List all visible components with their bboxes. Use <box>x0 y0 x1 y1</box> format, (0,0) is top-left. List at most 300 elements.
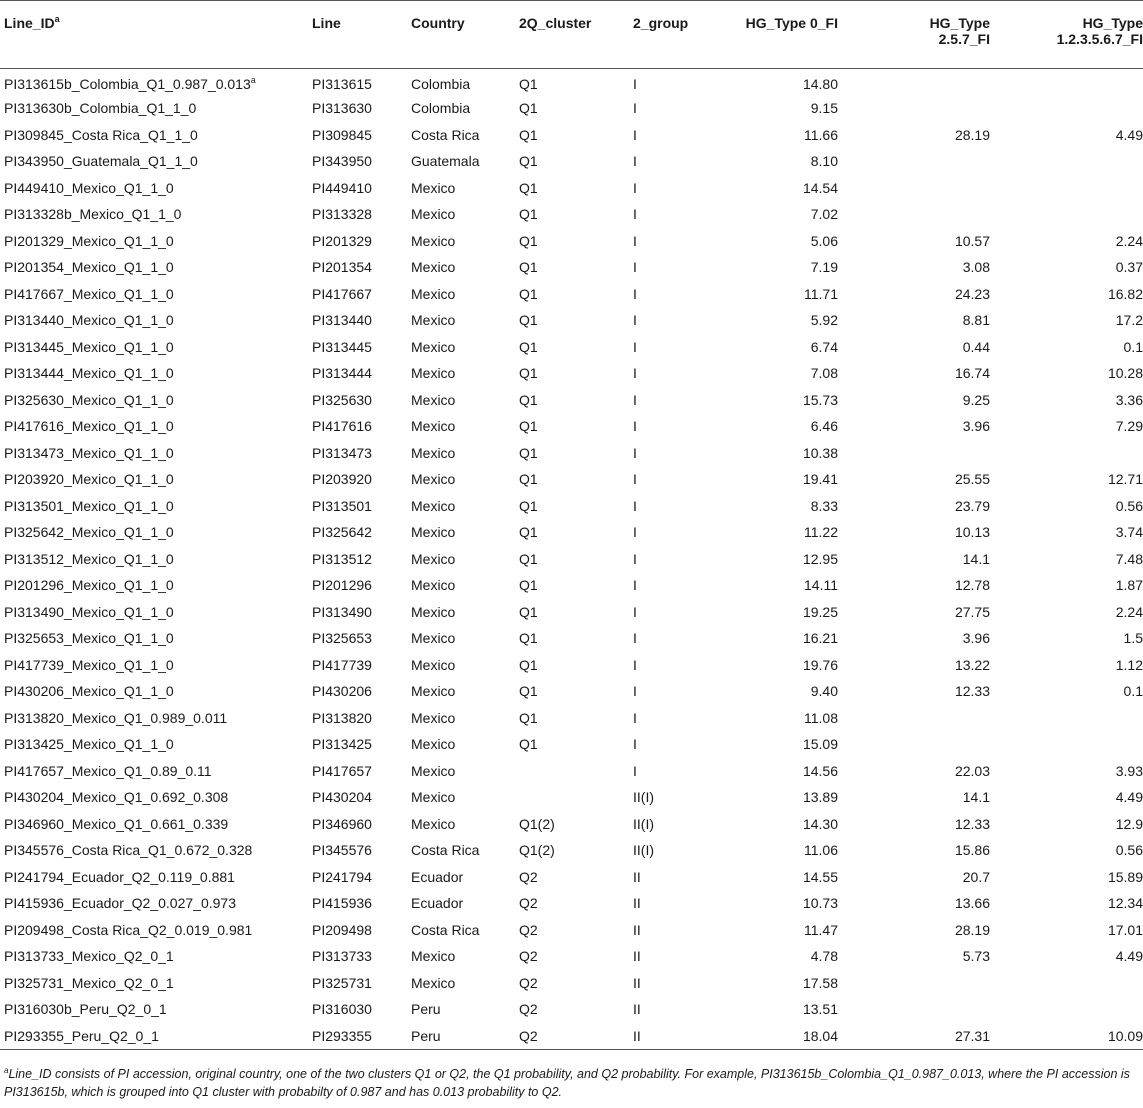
cell-country: Mexico <box>411 789 456 806</box>
cell-line-id: PI241794_Ecuador_Q2_0.119_0.881 <box>4 868 235 885</box>
cell-line-id: PI313444_Mexico_Q1_1_0 <box>4 365 174 382</box>
cell-line-id: PI313733_Mexico_Q2_0_1 <box>4 948 174 965</box>
cell-hg-type-257: 8.81 <box>962 312 990 329</box>
cell-hg-type-0: 7.02 <box>810 206 838 223</box>
cell-hg-type-0: 6.46 <box>810 418 838 435</box>
cell-hg-type-0: 11.22 <box>804 524 838 541</box>
cell-country: Mexico <box>411 285 456 302</box>
cell-group: II <box>633 921 641 938</box>
cell-hg-type-257: 14.1 <box>962 789 990 806</box>
table-row <box>0 95 1143 122</box>
cell-hg-type-257: 14.1 <box>962 550 990 567</box>
cell-hg-type-257: 23.79 <box>954 497 990 514</box>
cell-line-id: PI313440_Mexico_Q1_1_0 <box>4 312 174 329</box>
cell-line: PI309845 <box>312 126 372 143</box>
cell-hg-type-257: 3.96 <box>962 630 990 647</box>
table-row <box>0 678 1143 705</box>
cell-cluster: Q1 <box>519 100 538 117</box>
cell-hg-type-1235-67: 15.89 <box>1107 868 1143 885</box>
cell-hg-type-257 <box>838 996 990 1023</box>
cell-hg-type-1235-67 <box>990 148 1143 175</box>
cell-hg-type-1235-67: 2.24 <box>1115 603 1143 620</box>
cell-line: PI313512 <box>312 550 372 567</box>
table-row <box>0 943 1143 970</box>
cell-hg-type-257 <box>838 201 990 228</box>
cell-hg-type-0: 10.73 <box>802 895 838 912</box>
cell-country: Costa Rica <box>411 921 480 938</box>
cell-hg-type-0: 10.38 <box>802 444 838 461</box>
cell-group: I <box>633 76 637 92</box>
cell-hg-type-0: 18.04 <box>723 1023 838 1050</box>
cell-line-id: PI449410_Mexico_Q1_1_0 <box>4 179 174 196</box>
table-row <box>0 466 1143 493</box>
cell-group: I <box>633 550 637 567</box>
cell-hg-type-257 <box>838 731 990 758</box>
header-line-id: $Line\_ID^a$ <box>0 1 312 69</box>
cell-line: PI293355 <box>312 1023 411 1050</box>
table-row <box>0 228 1143 255</box>
cell-hg-type-0: 11.66 <box>804 126 838 143</box>
cell-hg-type-257 <box>838 95 990 122</box>
cell-line: PI313444 <box>312 365 372 382</box>
cell-country: Mexico <box>411 603 456 620</box>
cell-hg-type-1235-67 <box>990 970 1143 997</box>
cell-group: II(I) <box>633 842 654 859</box>
cell-line: PI325731 <box>312 974 372 991</box>
cell-hg-type-257: 25.55 <box>954 471 990 488</box>
cell-group: I <box>633 471 637 488</box>
cell-cluster: Q1 <box>519 736 538 753</box>
cell-country: Ecuador <box>411 895 464 912</box>
cell-line: PI313733 <box>312 948 372 965</box>
cell-group: I <box>633 126 637 143</box>
cell-group: I <box>633 100 637 117</box>
cell-group: I <box>633 577 637 594</box>
cell-line-id: PI325642_Mexico_Q1_1_0 <box>4 524 174 541</box>
cell-cluster: Q2 <box>519 974 538 991</box>
cell-hg-type-1235-67 <box>990 996 1143 1023</box>
table-row <box>0 148 1143 175</box>
table-row <box>0 413 1143 440</box>
cell-hg-type-257: 3.96 <box>962 418 990 435</box>
cell-group: I <box>633 312 637 329</box>
cell-hg-type-1235-67: 4.49 <box>1115 789 1143 806</box>
cell-cluster: Q1 <box>519 365 538 382</box>
cell-line: PI313501 <box>312 497 372 514</box>
cell-country: Peru <box>411 1001 441 1018</box>
cell-cluster: Q1(2) <box>519 815 555 832</box>
cell-country: Mexico <box>411 312 456 329</box>
cell-group: I <box>633 285 637 302</box>
cell-hg-type-0: 5.92 <box>810 312 838 329</box>
cell-cluster: Q1 <box>519 153 538 170</box>
cell-cluster: Q1 <box>519 418 538 435</box>
cell-line: PI316030 <box>312 1001 372 1018</box>
cell-group: I <box>633 497 637 514</box>
cell-hg-type-1235-67: 16.82 <box>1107 285 1143 302</box>
cell-line-id: PI313512_Mexico_Q1_1_0 <box>4 550 174 567</box>
cell-line-id: PI309845_Costa Rica_Q1_1_0 <box>4 126 198 143</box>
table-row <box>0 360 1143 387</box>
cell-line: PI313445 <box>312 338 372 355</box>
cell-cluster: Q1 <box>519 497 538 514</box>
cell-cluster: Q1 <box>519 444 538 461</box>
cell-group: I <box>633 391 637 408</box>
cell-group: I <box>633 630 637 647</box>
cell-hg-type-1235-67: 7.29 <box>1115 418 1143 435</box>
cell-line: PI209498 <box>312 921 372 938</box>
cell-hg-type-1235-67: 1.12 <box>1115 656 1143 673</box>
table-row <box>0 599 1143 626</box>
cell-country: Mexico <box>411 338 456 355</box>
cell-line: PI449410 <box>312 179 372 196</box>
cell-line-id: PI201354_Mexico_Q1_1_0 <box>4 259 174 276</box>
cell-country: Peru <box>411 1023 519 1050</box>
cell-hg-type-257: 13.22 <box>954 656 990 673</box>
cell-line: PI417667 <box>312 285 372 302</box>
table-row <box>0 625 1143 652</box>
cell-group: I <box>633 338 637 355</box>
cell-group: I <box>633 206 637 223</box>
cell-country: Mexico <box>411 497 456 514</box>
cell-hg-type-0: 12.95 <box>802 550 838 567</box>
cell-cluster: Q2 <box>519 868 538 885</box>
cell-hg-type-257 <box>838 148 990 175</box>
cell-group: I <box>633 736 637 753</box>
cell-cluster: Q1 <box>519 126 538 143</box>
cell-line-id: PI313328b_Mexico_Q1_1_0 <box>4 206 182 223</box>
cell-hg-type-0: 14.54 <box>802 179 838 196</box>
cell-hg-type-257: 22.03 <box>954 762 990 779</box>
cell-hg-type-1235-67: 2.24 <box>1115 232 1143 249</box>
cell-line-id: PI293355_Peru_Q2_0_1 <box>0 1023 312 1050</box>
cell-line-id: PI313473_Mexico_Q1_1_0 <box>4 444 174 461</box>
cell-group: II <box>633 895 641 912</box>
cell-country: Mexico <box>411 762 456 779</box>
cell-group: II <box>633 868 641 885</box>
cell-country: Mexico <box>411 524 456 541</box>
cell-country: Ecuador <box>411 868 464 885</box>
cell-hg-type-257: 28.19 <box>954 921 990 938</box>
cell-group: II <box>633 1001 641 1018</box>
cell-line: PI313473 <box>312 444 372 461</box>
cell-hg-type-0: 11.71 <box>804 285 838 302</box>
cell-group: I <box>633 259 637 276</box>
table-row <box>0 122 1143 149</box>
header-group: 2_group <box>633 1 723 69</box>
cell-hg-type-1235-67: 17.01 <box>1107 921 1143 938</box>
cell-hg-type-0: 13.51 <box>802 1001 838 1018</box>
cell-hg-type-0: 11.06 <box>804 842 838 859</box>
cell-country: Costa Rica <box>411 842 480 859</box>
cell-hg-type-0: 16.21 <box>802 630 838 647</box>
cell-line: PI313615 <box>312 76 372 92</box>
cell-hg-type-257: 27.31 <box>838 1023 990 1050</box>
cell-hg-type-257 <box>838 970 990 997</box>
cell-group: II(I) <box>633 815 654 832</box>
cell-cluster: Q1 <box>519 630 538 647</box>
header-hg-type-257: HG_Type 2.5.7_FI <box>838 1 990 69</box>
cell-hg-type-1235-67 <box>990 201 1143 228</box>
cell-line: PI313328 <box>312 206 372 223</box>
cell-hg-type-257: 12.33 <box>954 683 990 700</box>
cell-cluster: Q1 <box>519 603 538 620</box>
cell-hg-type-0: 9.40 <box>810 683 838 700</box>
header-hg-type-1235-67: HG_Type 1.2.3.5.6.7_FI <box>990 1 1143 69</box>
cell-line-id: PI345576_Costa Rica_Q1_0.672_0.328 <box>4 842 253 859</box>
cell-line: PI346960 <box>312 815 372 832</box>
cell-hg-type-0: 4.78 <box>810 948 838 965</box>
cell-line-id: PI313615b_Colombia_Q1_0.987_0.013$^a$ <box>4 75 256 92</box>
table-row <box>0 440 1143 467</box>
cell-hg-type-1235-67: 4.49 <box>1115 126 1143 143</box>
cell-group: I <box>633 444 637 461</box>
cell-line: PI345576 <box>312 842 372 859</box>
cell-hg-type-0: 8.33 <box>810 497 838 514</box>
cell-line-id: PI417657_Mexico_Q1_0.89_0.11 <box>4 762 212 779</box>
cell-hg-type-257 <box>838 440 990 467</box>
table-row <box>0 731 1143 758</box>
cell-line: PI417657 <box>312 762 372 779</box>
table-row <box>0 493 1143 520</box>
cell-line-id: PI417739_Mexico_Q1_1_0 <box>4 656 174 673</box>
cell-hg-type-257: 24.23 <box>954 285 990 302</box>
cell-hg-type-1235-67: 10.09 <box>990 1023 1143 1050</box>
table-row <box>0 970 1143 997</box>
cell-hg-type-1235-67 <box>990 440 1143 467</box>
cell-hg-type-257: 5.73 <box>962 948 990 965</box>
cell-line: PI430206 <box>312 683 372 700</box>
cell-cluster: Q1 <box>519 259 538 276</box>
cell-hg-type-257: 10.57 <box>954 232 990 249</box>
cell-country: Mexico <box>411 815 456 832</box>
table-header-row <box>0 1 1143 69</box>
cell-hg-type-1235-67: 12.71 <box>1107 471 1143 488</box>
cell-hg-type-257: 13.66 <box>954 895 990 912</box>
cell-hg-type-257: 27.75 <box>954 603 990 620</box>
cell-hg-type-0: 14.30 <box>802 815 838 832</box>
cell-country: Mexico <box>411 206 456 223</box>
cell-group: I <box>633 365 637 382</box>
cell-line: PI313440 <box>312 312 372 329</box>
cell-cluster: Q2 <box>519 948 538 965</box>
cell-cluster: Q1 <box>519 312 538 329</box>
cell-hg-type-257: 0.44 <box>962 338 990 355</box>
cell-line: PI313820 <box>312 709 372 726</box>
cell-country: Guatemala <box>411 153 480 170</box>
cell-line: PI313490 <box>312 603 372 620</box>
cell-line-id: PI316030b_Peru_Q2_0_1 <box>4 1001 167 1018</box>
cell-line-id: PI417616_Mexico_Q1_1_0 <box>4 418 174 435</box>
cell-line: PI201296 <box>312 577 372 594</box>
cell-country: Mexico <box>411 974 456 991</box>
table-row <box>0 784 1143 811</box>
cell-hg-type-0: 15.09 <box>802 736 838 753</box>
cell-line-id: PI313490_Mexico_Q1_1_0 <box>4 603 174 620</box>
cell-hg-type-257: 15.86 <box>954 842 990 859</box>
cell-cluster: Q1 <box>519 232 538 249</box>
cell-line: PI417616 <box>312 418 372 435</box>
cell-group: II(I) <box>633 789 654 806</box>
table-row <box>0 652 1143 679</box>
cell-hg-type-257 <box>838 69 990 96</box>
cell-hg-type-0: 6.74 <box>810 338 838 355</box>
cell-group: I <box>633 179 637 196</box>
cell-hg-type-0: 8.10 <box>810 153 838 170</box>
cell-hg-type-0: 14.56 <box>802 762 838 779</box>
cell-hg-type-1235-67: 1.5 <box>1123 630 1143 647</box>
cell-cluster: Q1 <box>519 709 538 726</box>
cell-line-id: PI209498_Costa Rica_Q2_0.019_0.981 <box>4 921 253 938</box>
cell-group: I <box>633 418 637 435</box>
cell-line: PI201329 <box>312 232 372 249</box>
cell-line: PI430204 <box>312 789 372 806</box>
cell-hg-type-257 <box>838 175 990 202</box>
header-line: Line <box>312 1 411 69</box>
cell-cluster: Q1 <box>519 577 538 594</box>
table-row <box>0 572 1143 599</box>
cell-cluster: Q1 <box>519 683 538 700</box>
cell-hg-type-0: 15.73 <box>802 391 838 408</box>
cell-cluster <box>519 758 633 785</box>
table-footnote: $^a$Line_ID consists of PI accession, original country, one of the two clusters Q1 or Q2, the Q1 probability, and Q2 probability. For example, PI313615b_Colombia_Q1_0.987_0.013, where the PI accession is PI313615b, which is grouped into Q1 cluster with probabilty of 0.987 and has 0.013 probability to Q2. <box>4 1066 1130 1099</box>
table-row <box>0 837 1143 864</box>
cell-line: PI241794 <box>312 868 372 885</box>
cell-hg-type-0: 5.06 <box>810 232 838 249</box>
cell-country: Colombia <box>411 76 471 92</box>
cell-cluster: Q1 <box>519 206 538 223</box>
cell-cluster <box>519 784 633 811</box>
cell-line: PI313630 <box>312 100 372 117</box>
cell-hg-type-1235-67: 10.28 <box>1107 365 1143 382</box>
cell-line: PI415936 <box>312 895 372 912</box>
cell-country: Mexico <box>411 683 456 700</box>
cell-cluster: Q1 <box>519 550 538 567</box>
cell-group: II <box>633 1023 723 1050</box>
cell-hg-type-1235-67: 7.48 <box>1115 550 1143 567</box>
cell-country: Mexico <box>411 418 456 435</box>
cell-hg-type-1235-67: 3.93 <box>1115 762 1143 779</box>
cell-hg-type-0: 7.19 <box>810 259 838 276</box>
cell-hg-type-1235-67: 0.37 <box>1115 259 1143 276</box>
cell-group: I <box>633 153 637 170</box>
cell-hg-type-0: 11.47 <box>804 921 838 938</box>
header-hg-type-0: HG_Type 0_FI <box>723 1 838 69</box>
cell-line-id: PI313445_Mexico_Q1_1_0 <box>4 338 174 355</box>
cell-hg-type-257: 12.78 <box>954 577 990 594</box>
cell-line-id: PI313501_Mexico_Q1_1_0 <box>4 497 174 514</box>
cell-cluster: Q1 <box>519 285 538 302</box>
table-row <box>0 307 1143 334</box>
cell-line-id: PI430206_Mexico_Q1_1_0 <box>4 683 174 700</box>
cell-line-id: PI313630b_Colombia_Q1_1_0 <box>4 100 197 117</box>
cell-hg-type-0: 14.80 <box>802 76 838 92</box>
cell-country: Mexico <box>411 736 456 753</box>
cell-line: PI325630 <box>312 391 372 408</box>
cell-line: PI313425 <box>312 736 372 753</box>
cell-line-id: PI417667_Mexico_Q1_1_0 <box>4 285 174 302</box>
cell-hg-type-257: 20.7 <box>962 868 990 885</box>
cell-country: Mexico <box>411 444 456 461</box>
cell-hg-type-257: 16.74 <box>954 365 990 382</box>
cell-country: Mexico <box>411 232 456 249</box>
cell-line: PI343950 <box>312 153 372 170</box>
cell-hg-type-0: 9.15 <box>810 100 838 117</box>
cell-hg-type-0: 19.41 <box>802 471 838 488</box>
cell-line-id: PI343950_Guatemala_Q1_1_0 <box>4 153 198 170</box>
cell-hg-type-1235-67 <box>990 705 1143 732</box>
cell-group: II <box>633 948 641 965</box>
cell-hg-type-0: 14.11 <box>804 577 838 594</box>
cell-hg-type-1235-67: 0.56 <box>1115 497 1143 514</box>
cell-hg-type-0: 11.08 <box>804 709 838 726</box>
table-row <box>0 334 1143 361</box>
cell-line-id: PI201329_Mexico_Q1_1_0 <box>4 232 174 249</box>
cell-hg-type-0: 13.89 <box>802 789 838 806</box>
table-row <box>0 705 1143 732</box>
cell-hg-type-257 <box>838 705 990 732</box>
cell-hg-type-0: 17.58 <box>802 974 838 991</box>
cell-country: Mexico <box>411 948 456 965</box>
cell-group: I <box>633 232 637 249</box>
table-row <box>0 546 1143 573</box>
cell-country: Mexico <box>411 577 456 594</box>
cell-hg-type-1235-67: 0.56 <box>1115 842 1143 859</box>
cell-line-id: PI325653_Mexico_Q1_1_0 <box>4 630 174 647</box>
cell-line-id: PI313820_Mexico_Q1_0.989_0.011 <box>4 709 228 726</box>
cell-line-id: PI201296_Mexico_Q1_1_0 <box>4 577 174 594</box>
cell-hg-type-1235-67 <box>990 69 1143 96</box>
cell-country: Costa Rica <box>411 126 480 143</box>
cell-line: PI417739 <box>312 656 372 673</box>
table-row <box>0 917 1143 944</box>
cell-country: Mexico <box>411 365 456 382</box>
cell-hg-type-1235-67: 17.2 <box>1115 312 1143 329</box>
cell-hg-type-1235-67: 12.34 <box>1107 895 1143 912</box>
cell-cluster: Q1 <box>519 179 538 196</box>
cell-line-id: PI325731_Mexico_Q2_0_1 <box>4 974 174 991</box>
cell-hg-type-257: 10.13 <box>954 524 990 541</box>
cell-hg-type-257: 3.08 <box>962 259 990 276</box>
header-country: Country <box>411 1 519 69</box>
table-row <box>0 519 1143 546</box>
cell-line: PI325653 <box>312 630 372 647</box>
cell-group: I <box>633 683 637 700</box>
cell-line-id: PI313425_Mexico_Q1_1_0 <box>4 736 174 753</box>
cell-group: I <box>633 762 637 779</box>
cell-cluster: Q1 <box>519 76 538 92</box>
cell-country: Mexico <box>411 550 456 567</box>
cell-country: Mexico <box>411 179 456 196</box>
cell-cluster: Q2 <box>519 1001 538 1018</box>
cell-hg-type-1235-67: 3.74 <box>1115 524 1143 541</box>
cell-country: Mexico <box>411 471 456 488</box>
table-row <box>0 387 1143 414</box>
cell-line-id: PI415936_Ecuador_Q2_0.027_0.973 <box>4 895 236 912</box>
cell-group: I <box>633 603 637 620</box>
cell-country: Mexico <box>411 709 456 726</box>
cell-group: I <box>633 524 637 541</box>
cell-cluster: Q1 <box>519 391 538 408</box>
cell-hg-type-1235-67 <box>990 95 1143 122</box>
cell-group: I <box>633 709 637 726</box>
table-row <box>0 864 1143 891</box>
cell-country: Mexico <box>411 259 456 276</box>
cell-hg-type-1235-67: 4.49 <box>1115 948 1143 965</box>
cell-cluster: Q2 <box>519 921 538 938</box>
cell-group: I <box>633 656 637 673</box>
cell-cluster: Q1(2) <box>519 842 555 859</box>
